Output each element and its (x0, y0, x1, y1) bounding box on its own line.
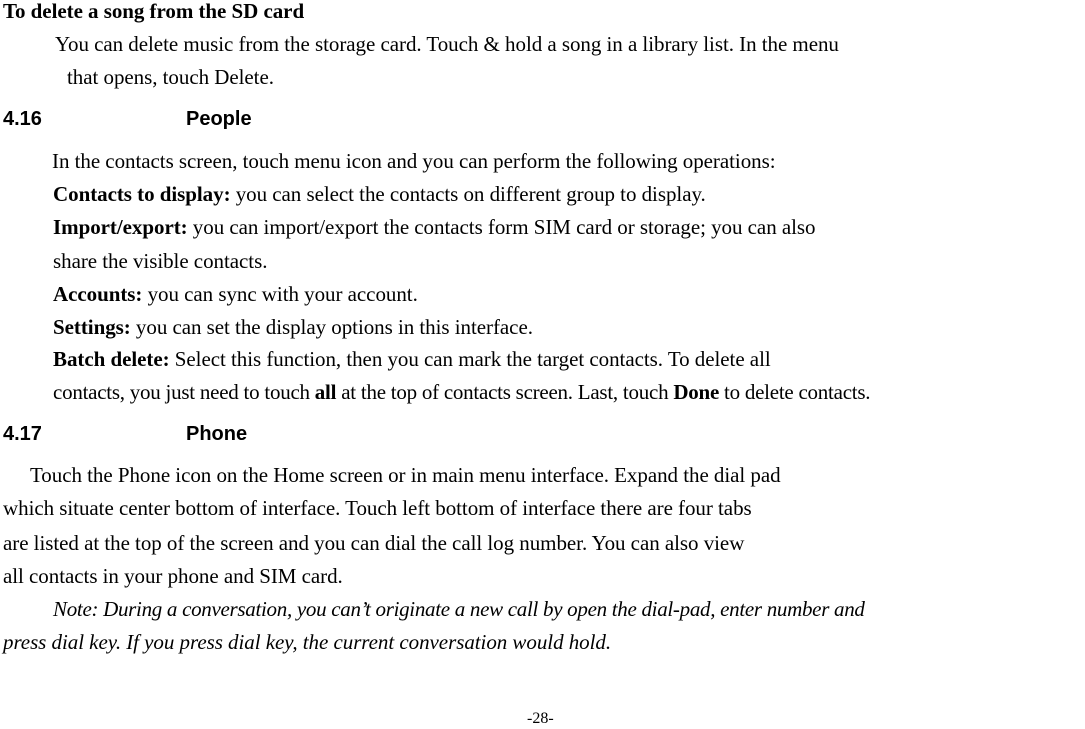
section-title-people: People (186, 108, 252, 130)
paragraph-line: You can delete music from the storage card. Touch & hold a song in a library list. In the menu (55, 32, 839, 56)
phone-paragraph-line: Touch the Phone icon on the Home screen or in main menu interface. Expand the dial pad (30, 463, 781, 487)
item-text: Select this function, then you can mark the target contacts. To delete all (169, 347, 771, 371)
item-text: you can sync with your account. (142, 282, 418, 306)
page-number: -28- (527, 710, 554, 727)
people-intro: In the contacts screen, touch menu icon and you can perform the following operations: (52, 149, 776, 173)
paragraph-line: that opens, touch Delete. (67, 65, 274, 89)
section-number-people: 4.16 (3, 108, 42, 130)
people-item-continuation: share the visible contacts. (53, 249, 268, 273)
text-part: to delete contacts. (719, 380, 871, 404)
item-term: Batch delete: (53, 347, 170, 371)
section-number-phone: 4.17 (3, 423, 42, 445)
phone-paragraph-line: which situate center bottom of interface. Touch left bottom of interface there are four tabs (3, 496, 752, 520)
item-term: Contacts to display: (53, 182, 231, 206)
text-part: contacts, you just need to touch (53, 380, 315, 404)
phone-paragraph-line: all contacts in your phone and SIM card. (3, 564, 343, 588)
bold-done: Done (673, 380, 720, 404)
phone-note-line: press dial key. If you press dial key, the current conversation would hold. (3, 630, 612, 654)
bold-all: all (314, 380, 337, 404)
people-item-import-export (53, 215, 815, 239)
people-item-batch-delete (53, 347, 771, 371)
people-batch-delete-continuation (53, 380, 870, 404)
section-title-phone: Phone (186, 423, 248, 445)
phone-paragraph-line: are listed at the top of the screen and you can dial the call log number. You can also view (3, 531, 745, 555)
item-term: Import/export: (53, 215, 188, 239)
text-part: at the top of contacts screen. Last, touch (336, 380, 674, 404)
phone-note-line: Note: During a conversation, you can’t originate a new call by open the dial-pad, enter number and (53, 597, 865, 621)
people-item-contacts-to-display (53, 182, 706, 206)
item-text: you can set the display options in this interface. (130, 315, 533, 339)
section-title-delete-song: To delete a song from the SD card (3, 0, 305, 23)
item-term: Accounts: (53, 282, 143, 306)
item-term: Settings: (53, 315, 131, 339)
item-text: you can select the contacts on different group to display. (230, 182, 706, 206)
item-text: you can import/export the contacts form SIM card or storage; you can also (187, 215, 816, 239)
people-item-accounts (53, 282, 418, 306)
people-item-settings (53, 315, 533, 339)
